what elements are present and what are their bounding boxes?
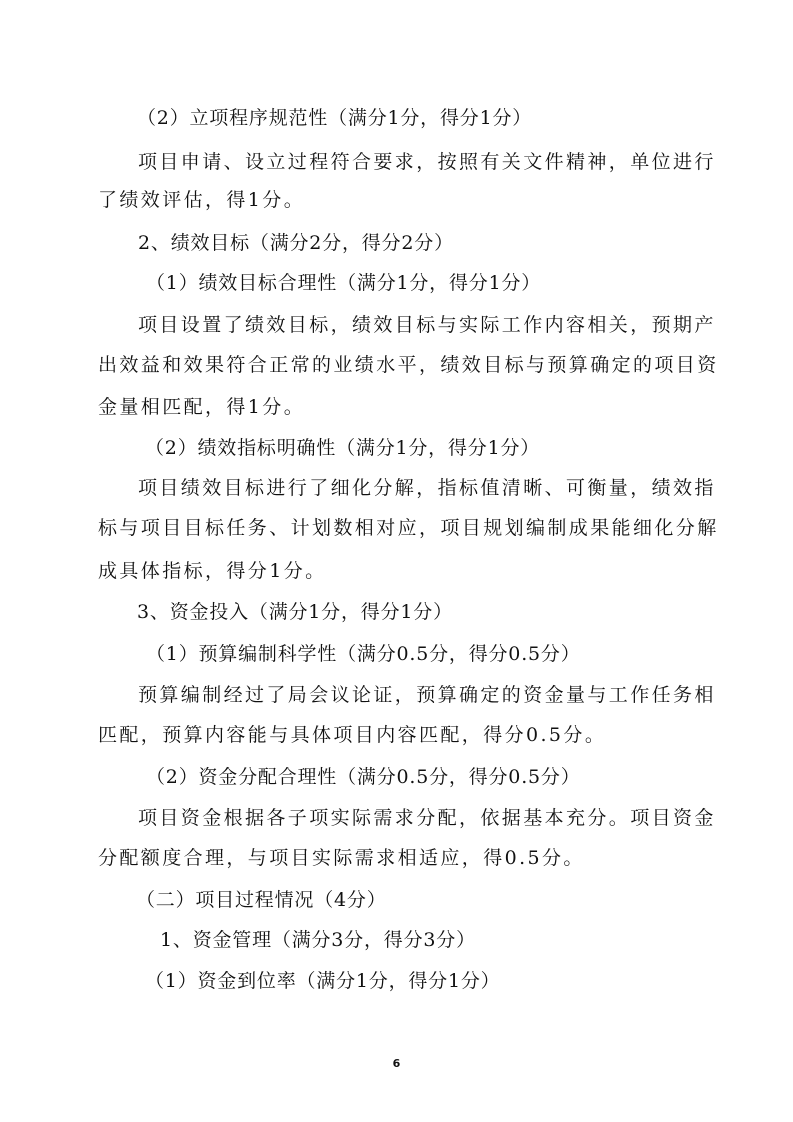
subheading-1: （2）立项程序规范性（满分1分，得分1分）	[137, 107, 533, 129]
paragraph-line-11: 项目资金根据各子项实际需求分配，依据基本充分。项目资金	[138, 807, 716, 829]
subheading-6: （1）资金到位率（满分1分，得分1分）	[145, 970, 501, 992]
subheading-5: （2）资金分配合理性（满分0.5分，得分0.5分）	[146, 766, 581, 788]
paragraph-line-12: 分配额度合理，与项目实际需求相适应，得0.5分。	[98, 847, 585, 869]
paragraph-line-10: 匹配，预算内容能与具体项目内容匹配，得分0.5分。	[98, 724, 607, 746]
page-number: 6	[392, 1057, 401, 1070]
paragraph-line-1: 项目申请、设立过程符合要求，按照有关文件精神，单位进行	[138, 151, 716, 173]
paragraph-line-2: 了绩效评估，得1分。	[98, 189, 306, 211]
subheading-2: （1）绩效目标合理性（满分1分，得分1分）	[146, 272, 542, 294]
paragraph-line-3: 项目设置了绩效目标，绩效目标与实际工作内容相关，预期产	[138, 314, 716, 336]
heading-2: 2、绩效目标（满分2分，得分2分）	[138, 232, 454, 254]
paragraph-line-4: 出效益和效果符合正常的业绩水平，绩效目标与预算确定的项目资	[98, 354, 719, 376]
paragraph-line-5: 金量相匹配，得1分。	[98, 396, 306, 418]
heading-4: 1、资金管理（满分3分，得分3分）	[160, 929, 476, 951]
paragraph-line-8: 成具体指标，得分1分。	[98, 560, 327, 582]
section-heading: （二）项目过程情况（4分）	[136, 889, 387, 911]
heading-3: 3、资金投入（满分1分，得分1分）	[137, 601, 453, 623]
paragraph-line-9: 预算编制经过了局会议论证，预算确定的资金量与工作任务相	[138, 684, 716, 706]
paragraph-line-7: 标与项目目标任务、计划数相对应，项目规划编制成果能细化分解	[98, 517, 719, 539]
paragraph-line-6: 项目绩效目标进行了细化分解，指标值清晰、可衡量，绩效指	[138, 477, 716, 499]
subheading-3: （2）绩效指标明确性（满分1分，得分1分）	[145, 437, 541, 459]
subheading-4: （1）预算编制科学性（满分0.5分，得分0.5分）	[146, 643, 581, 665]
